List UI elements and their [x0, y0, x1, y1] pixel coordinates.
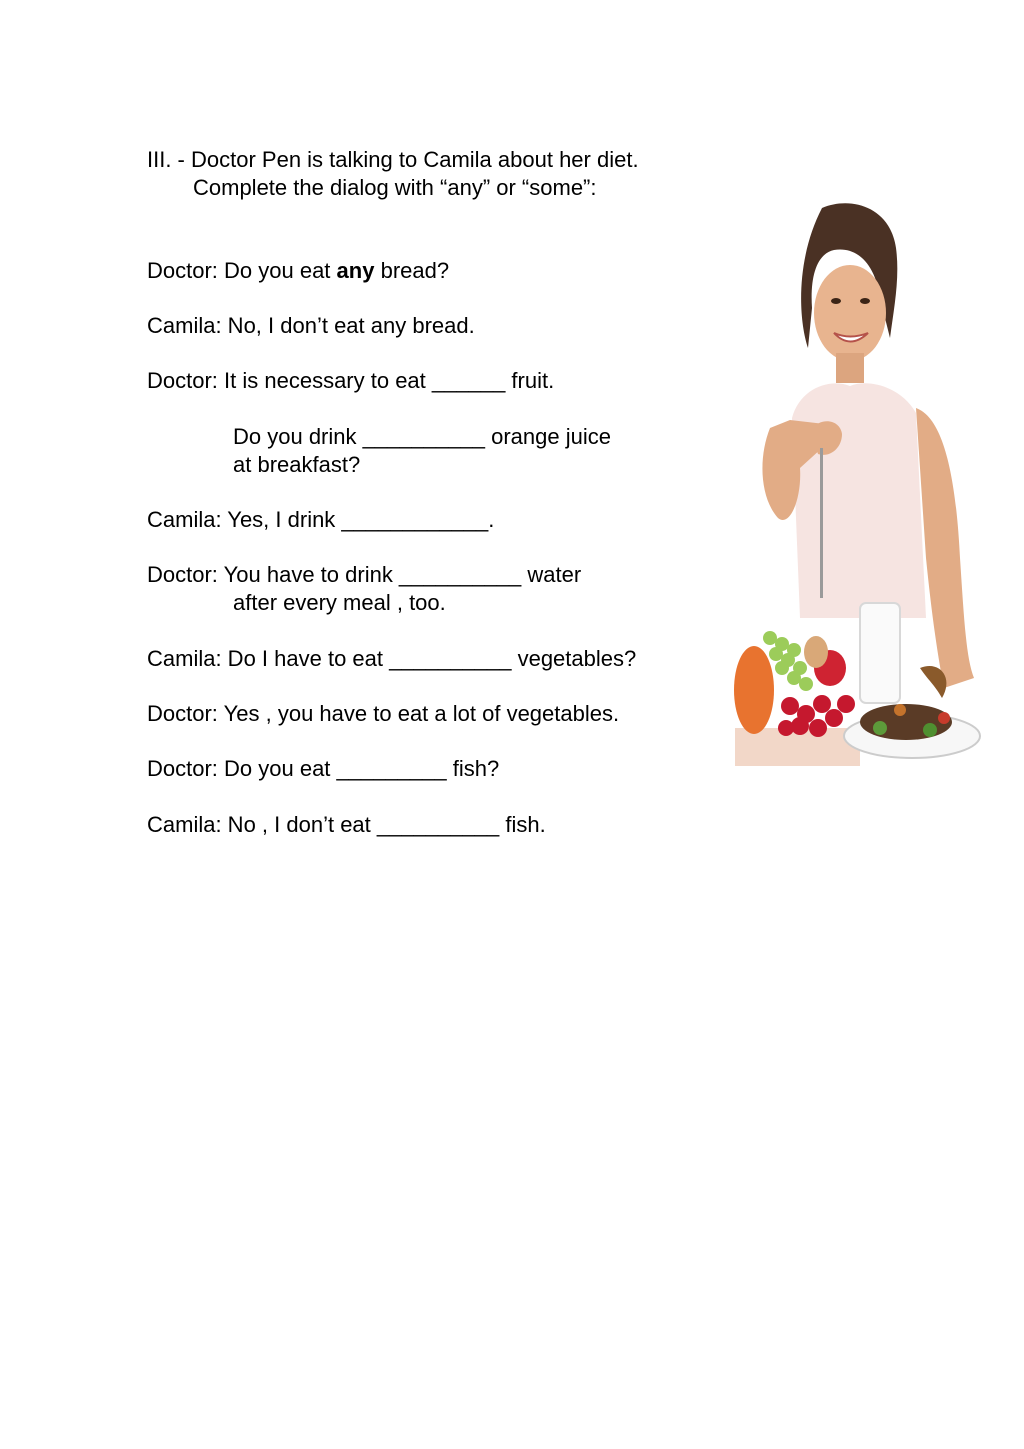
dialog-line-1-keyword: any: [336, 258, 375, 283]
dialog-line-8: Doctor: Yes , you have to eat a lot of vegetables.: [147, 701, 620, 726]
dialog-line-3: Doctor: It is necessary to eat ______ fruit.: [147, 368, 555, 393]
mango: [734, 646, 774, 734]
dialog-line-4b: at breakfast?: [233, 452, 361, 477]
neck: [836, 353, 864, 383]
woman-with-food-illustration: [730, 198, 982, 770]
dialog-line-7: Camila: Do I have to eat __________ vegetables?: [147, 646, 637, 671]
egg: [804, 636, 828, 668]
left-eye: [831, 298, 841, 304]
exercise-heading-line-2: Complete the dialog with “any” or “some”:: [193, 175, 597, 200]
dialog-line-6a: Doctor: You have to drink __________ water: [147, 562, 582, 587]
dialog-line-6b: after every meal , too.: [233, 590, 446, 615]
dialog-line-10: Camila: No , I don’t eat __________ fish.: [147, 812, 546, 837]
dialog-line-1: [147, 257, 449, 285]
dialog-line-5: Camila: Yes, I drink ____________.: [147, 507, 495, 532]
right-eye: [860, 298, 870, 304]
exercise-heading-line-1: III. - Doctor Pen is talking to Camila about her diet.: [147, 147, 639, 172]
right-arm: [916, 408, 974, 688]
fork: [820, 448, 823, 598]
dialog-line-4a: Do you drink __________ orange juice: [233, 424, 611, 449]
dialog-line-9: Doctor: Do you eat _________ fish?: [147, 756, 500, 781]
milk-glass: [860, 603, 900, 703]
face: [814, 265, 886, 361]
dialog-line-1-post: bread?: [374, 258, 450, 283]
dialog-line-1-pre: Doctor: Do you eat: [147, 258, 337, 283]
top: [792, 383, 926, 618]
dialog-line-2: Camila: No, I don’t eat any bread.: [147, 313, 475, 338]
